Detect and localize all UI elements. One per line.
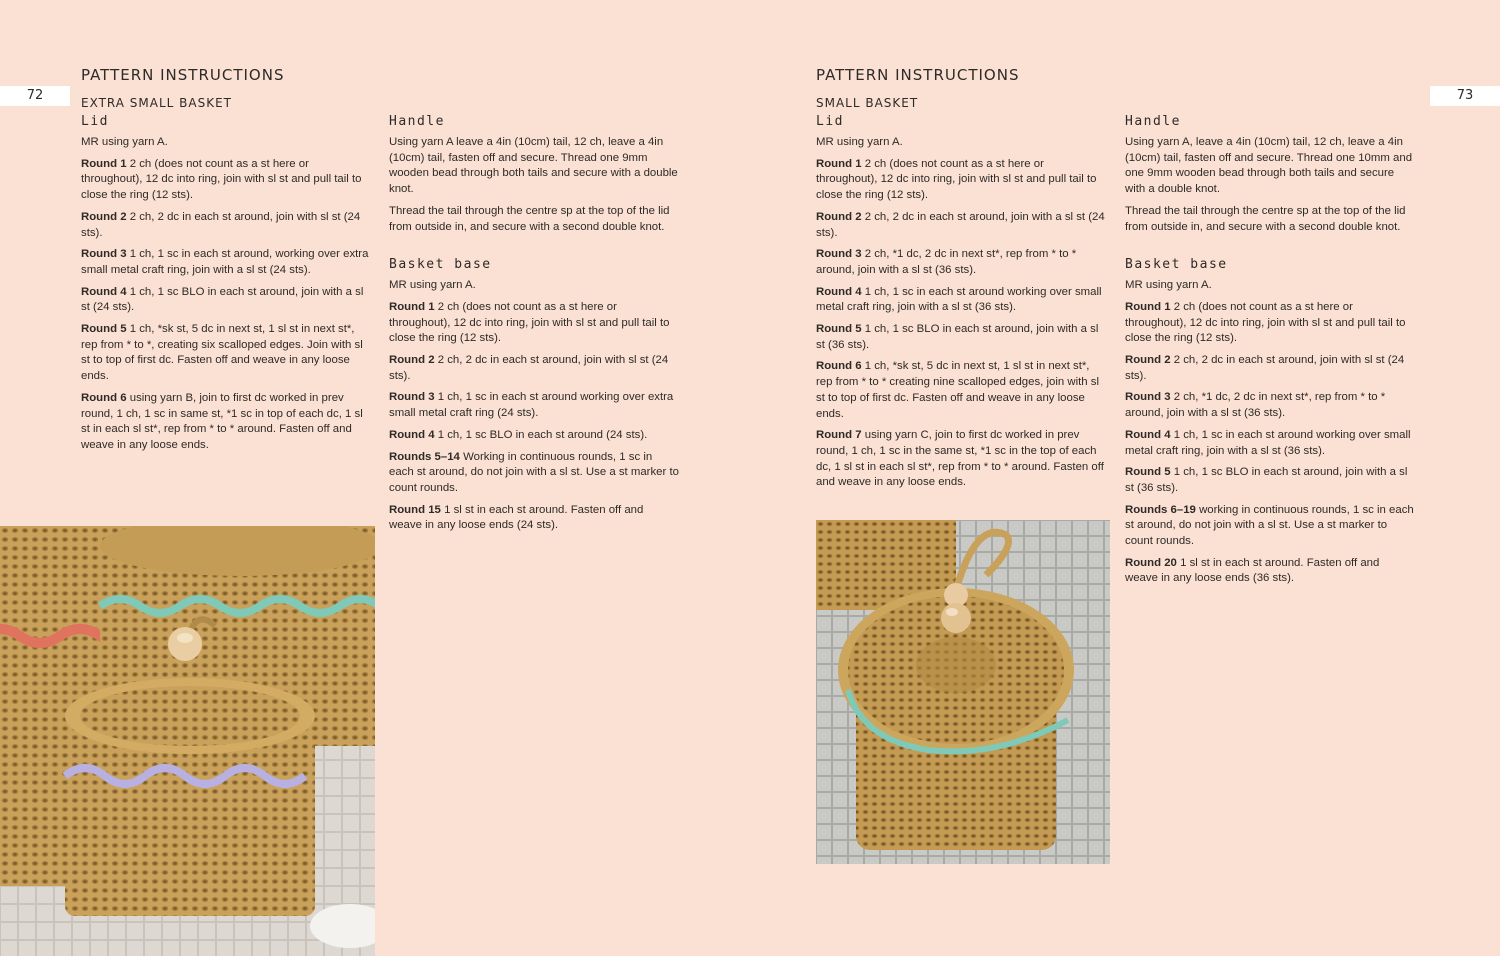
round-item [816,157,1106,204]
round-text: 2 ch, 2 dc in each st around, join with a sl st (24 sts). [816,210,1105,239]
right-lid-column [816,114,1106,497]
handle-para-left: Thread the tail through the centre sp at the top of the lid from outside in, and secure with a second double knot. [389,204,670,233]
round-label: Round 6 [816,360,862,373]
handle-para-right: Using yarn A, leave a 4in (10cm) tail, 12 ch, leave a 4in (10cm) tail, fasten off and secure. Thread one 10mm and one 9mm wooden bead through both tails and secure with a double knot. [1125,136,1413,196]
round-item [81,210,371,241]
round-text: using yarn C, join to first dc worked in prev round, 1 ch, 1 sc in the same st, *1 sc in the top of each dc, 1 sl st in each sl st*, rep from * to * around. Fasten off and weave in any loose ends. [816,429,1104,489]
round-label: Round 2 [1125,354,1171,367]
round-item [81,391,371,454]
round-label: Round 4 [816,285,862,298]
round-label: Rounds 6–19 [1125,503,1196,516]
round-text: working in continuous rounds, 1 sc in each st around, do not join with a sl st. Use a st marker to count rounds. [1125,503,1414,548]
lid-heading-right: Lid [816,114,844,129]
round-item [389,353,679,384]
lid-intro-right: MR using yarn A. [816,136,903,148]
round-label: Round 5 [81,323,127,336]
round-item [1125,428,1415,459]
round-text: 1 sl st in each st around. Fasten off and weave in any loose ends (36 sts). [1125,556,1380,585]
round-item [816,359,1106,422]
round-item [816,322,1106,353]
left-lid-column [81,114,371,460]
round-text: 1 ch, 1 sc BLO in each st around, join with a sl st (36 sts). [1125,466,1408,494]
round-label: Round 3 [81,248,127,261]
round-text: 2 ch, 2 dc in each st around, join with sl st (24 sts). [389,354,669,382]
basket-base-intro-right: MR using yarn A. [1125,279,1212,292]
round-text: using yarn B, join to first dc worked in prev round, 1 ch, 1 sc in same st, *1 sc in top of each dc, 1 sl st in each sl st*, rep from * to * around. Fasten off and weave in any loose ends. [81,391,363,451]
round-item [389,428,679,444]
round-item [1125,390,1415,421]
round-text: Working in continuous rounds, 1 sc in each st around, do not join with a sl st. Use a st marker to count rounds. [389,450,679,494]
round-item [816,247,1106,278]
round-label: Round 1 [1125,300,1171,313]
round-text: 2 ch, *1 dc, 2 dc in next st*, rep from * to * around, join with a sl st (36 sts). [816,248,1077,276]
round-item [81,247,371,278]
round-text: 1 ch, 1 sc in each st around, working over extra small metal craft ring, join with a sl st (24 sts). [81,248,369,276]
round-label: Round 7 [816,429,862,442]
basket-title-left: EXTRA SMALL BASKET [81,96,233,110]
section-title-left: PATTERN INSTRUCTIONS [81,66,285,84]
handle-heading-right: Handle [1125,114,1181,129]
basket-base-heading-left: Basket base [389,257,492,273]
handle-para-left: Using yarn A leave a 4in (10cm) tail, 12 ch, leave a 4in (10cm) tail, fasten off and secure. Thread one 9mm wooden bead through both tails and secure with a double knot. [389,136,678,196]
round-label: Round 4 [389,428,435,441]
round-label: Round 1 [81,157,127,170]
lid-heading-left: Lid [81,114,109,129]
round-item [81,285,371,316]
round-item [389,300,679,347]
round-text: 2 ch, 2 dc in each st around, join with sl st (24 sts). [1125,354,1405,382]
round-item [81,157,371,204]
round-label: Round 3 [1125,391,1171,404]
round-label: Round 2 [816,210,862,223]
round-label: Rounds 5–14 [389,450,460,463]
round-text: 1 ch, 1 sc BLO in each st around, join with a sl st (24 sts). [81,285,364,314]
round-label: Round 4 [1125,428,1171,441]
round-text: 2 ch (does not count as a st here or throughout), 12 dc into ring, join with sl st and pull tail to close the ring (12 sts). [81,157,362,202]
page-number-right: 73 [1430,86,1500,106]
round-item [816,210,1106,241]
round-label: Round 6 [81,391,127,404]
handle-heading-left: Handle [389,114,445,129]
section-title-right: PATTERN INSTRUCTIONS [816,66,1020,84]
round-text: 1 ch, 1 sc BLO in each st around (24 sts). [437,428,648,441]
small-basket-photo [816,520,1110,864]
round-item [1125,465,1415,496]
round-label: Round 5 [816,323,862,336]
round-text: 2 ch (does not count as a st here or throughout), 12 dc into ring, join with sl st and pull tail to close the ring (12 sts). [1125,300,1406,345]
round-label: Round 15 [389,503,441,516]
round-item [81,322,371,385]
round-item [389,503,679,534]
round-text: 2 ch, *1 dc, 2 dc in next st*, rep from * to * around, join with a sl st (36 sts). [1125,391,1386,420]
round-item [1125,556,1415,587]
round-item [389,390,679,421]
handle-para-right: Thread the tail through the centre sp at the top of the lid from outside in, and secure with a second double knot. [1125,204,1406,233]
round-label: Round 20 [1125,556,1177,569]
round-label: Round 3 [389,391,435,404]
round-item [1125,353,1415,384]
round-text: 1 ch, *sk st, 5 dc in next st, 1 sl st in next st*, rep from * to *, creating six scalloped edges. Join with sl st to top of first dc. Fasten off and weave in any loose ends. [81,323,363,383]
round-text: 1 ch, 1 sc in each st around working over small metal craft ring, join with a sl st (36 sts). [1125,428,1411,457]
left-handle-base-column [389,114,679,540]
round-text: 1 sl st in each st around. Fasten off and weave in any loose ends (24 sts). [389,503,644,532]
round-item [1125,503,1415,550]
page-number-left: 72 [0,86,70,106]
round-item [816,428,1106,491]
round-text: 1 ch, 1 sc in each st around working over extra small metal craft ring (24 sts). [389,391,674,420]
round-text: 1 ch, 1 sc BLO in each st around, join with a sl st (36 sts). [816,323,1099,351]
round-label: Round 4 [81,285,127,298]
basket-base-heading-right: Basket base [1125,257,1228,273]
round-item [816,285,1106,316]
round-label: Round 3 [816,248,862,261]
round-label: Round 5 [1125,466,1171,479]
round-text: 1 ch, 1 sc in each st around working over small metal craft ring, join with a sl st (36 sts). [816,285,1102,314]
round-label: Round 2 [81,210,127,223]
lid-intro-left: MR using yarn A. [81,136,168,148]
round-text: 1 ch, *sk st, 5 dc in next st, 1 sl st in next st*, rep from * to * creating nine scalloped edges, join with sl st to top of first dc. Fasten off and weave in any loose ends. [816,360,1100,420]
extra-small-basket-photo [0,526,375,956]
round-label: Round 1 [816,157,862,170]
round-text: 2 ch (does not count as a st here or throughout), 12 dc into ring, join with sl st and pull tail to close the ring (12 sts). [816,157,1097,202]
round-label: Round 2 [389,354,435,367]
basket-title-right: SMALL BASKET [816,96,919,110]
round-text: 2 ch (does not count as a st here or throughout), 12 dc into ring, join with sl st and pull tail to close the ring (12 sts). [389,300,670,345]
round-item [1125,300,1415,347]
round-item [389,450,679,497]
basket-base-intro-left: MR using yarn A. [389,279,476,292]
round-text: 2 ch, 2 dc in each st around, join with sl st (24 sts). [81,210,361,239]
round-label: Round 1 [389,300,435,313]
right-handle-base-column [1125,114,1415,593]
